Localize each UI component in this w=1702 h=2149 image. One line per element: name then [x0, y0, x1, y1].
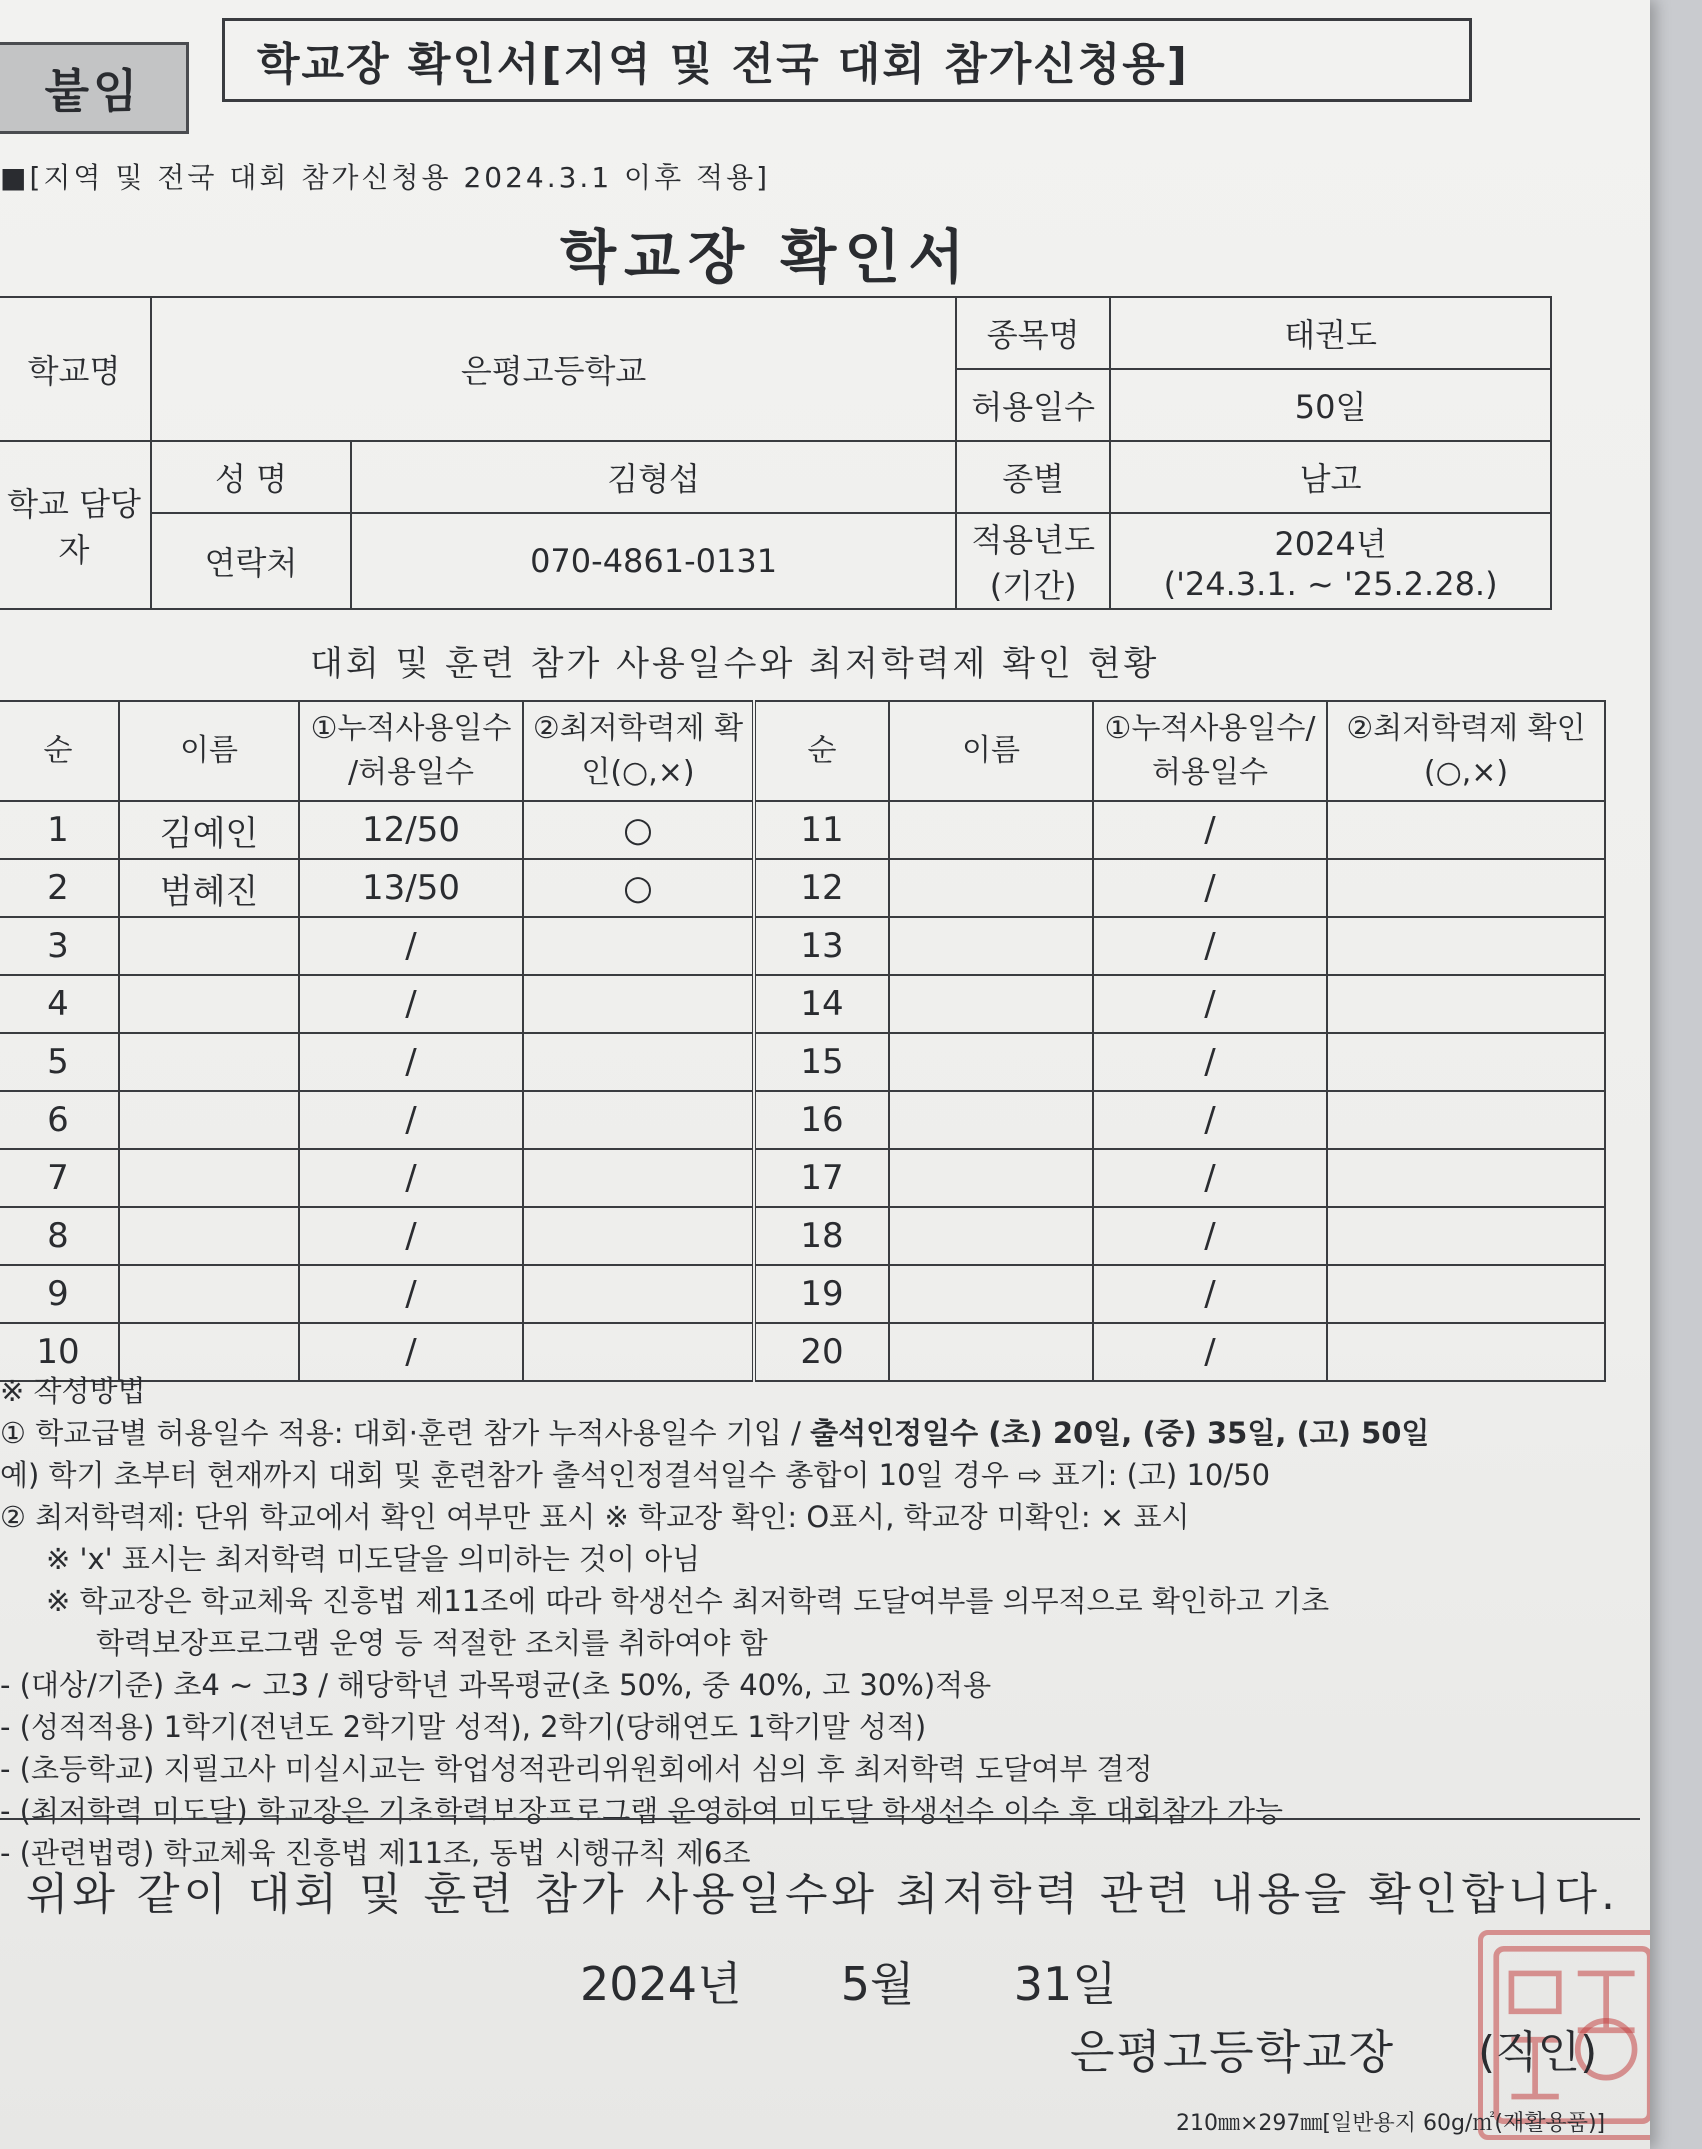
row-name-right — [889, 1033, 1093, 1091]
manager-name-label: 성 명 — [151, 441, 351, 513]
row-no-right: 19 — [754, 1265, 889, 1323]
date-day: 31일 — [1013, 1957, 1117, 2011]
row-days-left: / — [299, 1149, 523, 1207]
attendance-days-note: 출석인정일수 (초) 20일, (중) 35일, (고) 50일 — [810, 1416, 1430, 1450]
row-name-left — [119, 975, 299, 1033]
table-row — [0, 1091, 1605, 1149]
row-check-left — [523, 1265, 754, 1323]
row-no-right: 14 — [754, 975, 889, 1033]
row-days-left: / — [299, 1265, 523, 1323]
table-row — [0, 1033, 1605, 1091]
row-days-right: / — [1093, 917, 1327, 975]
note-line-9: - (초등학교) 지필고사 미실시교는 학업성적관리위원회에서 심의 후 최저학력 도달여부 결정 — [0, 1752, 1153, 1786]
row-no-right: 17 — [754, 1149, 889, 1207]
status-table — [0, 700, 1606, 1382]
col-days-right: ①누적사용일수/ 허용일수 — [1093, 701, 1327, 801]
contact-value: 070-4861-0131 — [351, 513, 956, 609]
allowed-days-label: 허용일수 — [956, 369, 1110, 441]
note-line-4: ※ 'x' 표시는 최저학력 미도달을 의미하는 것이 아님 — [46, 1542, 701, 1576]
row-no-left: 8 — [0, 1207, 119, 1265]
row-days-left: / — [299, 1033, 523, 1091]
row-no-right: 13 — [754, 917, 889, 975]
row-no-left: 3 — [0, 917, 119, 975]
row-name-right — [889, 1265, 1093, 1323]
row-name-right — [889, 859, 1093, 917]
row-name-left — [119, 1091, 299, 1149]
document-title: 학교장 확인서 — [560, 223, 973, 291]
note-line-6: 학력보장프로그램 운영 등 적절한 조치를 취하여야 함 — [96, 1626, 768, 1660]
row-days-right: / — [1093, 1149, 1327, 1207]
row-days-right: / — [1093, 801, 1327, 859]
row-days-right: / — [1093, 1323, 1327, 1381]
row-no-left: 6 — [0, 1091, 119, 1149]
principal-title: 은평고등학교장 — [1070, 2025, 1396, 2079]
instructions — [0, 1370, 1640, 1874]
sport-value: 태권도 — [1110, 297, 1551, 369]
row-days-right: / — [1093, 1091, 1327, 1149]
row-days-left: / — [299, 1323, 523, 1381]
table-row — [0, 1207, 1605, 1265]
manager-name-value: 김형섭 — [351, 441, 956, 513]
row-name-left — [119, 1207, 299, 1265]
row-no-right: 16 — [754, 1091, 889, 1149]
seal-note: (직인) — [1478, 2027, 1598, 2078]
row-check-left — [523, 975, 754, 1033]
table-row — [0, 801, 1605, 859]
row-check-left: ○ — [523, 859, 754, 917]
contact-label: 연락처 — [151, 513, 351, 609]
row-name-left — [119, 917, 299, 975]
row-name-right — [889, 1207, 1093, 1265]
row-no-left: 10 — [0, 1323, 119, 1381]
note-line-8: - (성적적용) 1학기(전년도 2학기말 성적), 2학기(당해연도 1학기말 성적) — [0, 1710, 927, 1744]
row-days-left: / — [299, 975, 523, 1033]
row-check-left — [523, 1207, 754, 1265]
row-name-right — [889, 801, 1093, 859]
row-days-right: / — [1093, 859, 1327, 917]
sport-label: 종목명 — [956, 297, 1110, 369]
row-days-left: / — [299, 917, 523, 975]
row-name-right — [889, 975, 1093, 1033]
note-line-10: - (최저학력 미도달) 학교장은 기초학력보장프로그램 운영하여 미도달 학생선수 이수 후 대회참가 가능 — [0, 1794, 1284, 1828]
row-check-right — [1327, 801, 1605, 859]
row-check-left — [523, 1149, 754, 1207]
col-days-left: ①누적사용일수 /허용일수 — [299, 701, 523, 801]
note-line-5: ※ 학교장은 학교체육 진흥법 제11조에 따라 학생선수 최저학력 도달여부를 의무적으로 확인하고 기초 — [46, 1584, 1330, 1618]
note-line-11: - (관련법령) 학교체육 진흥법 제11조, 동법 시행규칙 제6조 — [0, 1836, 751, 1870]
col-no-left: 순 — [0, 701, 119, 801]
row-no-left: 9 — [0, 1265, 119, 1323]
manager-label: 학교 담당자 — [0, 441, 151, 609]
form-subtitle: ■[지역 및 전국 대회 참가신청용 2024.3.1 이후 적용] — [0, 161, 771, 194]
school-info-table — [0, 296, 1552, 610]
row-no-right: 18 — [754, 1207, 889, 1265]
table-row — [0, 1149, 1605, 1207]
row-days-left: 12/50 — [299, 801, 523, 859]
row-check-left — [523, 917, 754, 975]
row-check-right — [1327, 1091, 1605, 1149]
row-days-right: / — [1093, 1207, 1327, 1265]
period-text: ('24.3.1. ~ '25.2.28.) — [1163, 565, 1498, 603]
table-row — [0, 859, 1605, 917]
row-name-right — [889, 917, 1093, 975]
row-days-left: 13/50 — [299, 859, 523, 917]
category-label: 종별 — [956, 441, 1110, 513]
row-name-left — [119, 1265, 299, 1323]
row-check-right — [1327, 1207, 1605, 1265]
row-name-left — [119, 1033, 299, 1091]
row-name-left: 김예인 — [119, 801, 299, 859]
row-check-right — [1327, 1033, 1605, 1091]
paper-spec-footer: 210㎜×297㎜[일반용지 60g/㎡(재활용품)] — [1176, 2111, 1606, 2136]
year-label: 적용년도 (기간) — [956, 513, 1110, 609]
row-check-left — [523, 1033, 754, 1091]
date-month: 5월 — [840, 1957, 915, 2011]
col-name-left: 이름 — [119, 701, 299, 801]
row-no-right: 11 — [754, 801, 889, 859]
row-name-right — [889, 1149, 1093, 1207]
row-no-left: 1 — [0, 801, 119, 859]
row-check-left — [523, 1091, 754, 1149]
date-year: 2024년 — [580, 1957, 742, 2011]
row-days-left: / — [299, 1207, 523, 1265]
col-name-right: 이름 — [889, 701, 1093, 801]
note-line-7: - (대상/기준) 초4 ~ 고3 / 해당학년 과목평균(초 50%, 중 40%, 고 30%)적용 — [0, 1668, 992, 1702]
row-days-right: / — [1093, 975, 1327, 1033]
notes-heading: ※ 작성방법 — [0, 1374, 146, 1408]
note-line-1: ① 학교급별 허용일수 적용: 대회·훈련 참가 누적사용일수 기입 / 출석인정일수 (초) 20일, (중) 35일, (고) 50일 — [0, 1416, 1430, 1450]
col-check-left: ②최저학력제 확인(○,×) — [523, 701, 754, 801]
school-name-value: 은평고등학교 — [151, 297, 956, 441]
row-check-left: ○ — [523, 801, 754, 859]
confirmation-statement: 위와 같이 대회 및 훈련 참가 사용일수와 최저학력 관련 내용을 확인합니다. — [26, 1869, 1619, 1920]
row-check-right — [1327, 1149, 1605, 1207]
school-name-label: 학교명 — [0, 297, 151, 441]
row-no-right: 12 — [754, 859, 889, 917]
row-name-right — [889, 1091, 1093, 1149]
col-check-right: ②최저학력제 확인(○,×) — [1327, 701, 1605, 801]
note-line-2: 예) 학기 초부터 현재까지 대회 및 훈련참가 출석인정결석일수 총합이 10일 경우 ⇨ 표기: (고) 10/50 — [0, 1458, 1271, 1492]
table-row — [0, 975, 1605, 1033]
header-title-box: 학교장 확인서[지역 및 전국 대회 참가신청용] — [222, 18, 1472, 102]
row-no-right: 20 — [754, 1323, 889, 1381]
row-no-right: 15 — [754, 1033, 889, 1091]
table-row — [0, 1265, 1605, 1323]
row-no-left: 2 — [0, 859, 119, 917]
row-check-right — [1327, 859, 1605, 917]
row-days-left: / — [299, 1091, 523, 1149]
row-days-right: / — [1093, 1033, 1327, 1091]
col-no-right: 순 — [754, 701, 889, 801]
row-no-left: 4 — [0, 975, 119, 1033]
status-section-title: 대회 및 훈련 참가 사용일수와 최저학력제 확인 현황 — [310, 644, 1160, 684]
row-name-left — [119, 1149, 299, 1207]
table-row — [0, 917, 1605, 975]
row-no-left: 7 — [0, 1149, 119, 1207]
allowed-days-value: 50일 — [1110, 369, 1551, 441]
row-check-right — [1327, 917, 1605, 975]
row-no-left: 5 — [0, 1033, 119, 1091]
year-text: 2024년 — [1274, 525, 1387, 563]
attachment-label: 붙임 — [0, 42, 189, 134]
row-days-right: / — [1093, 1265, 1327, 1323]
row-name-left: 범혜진 — [119, 859, 299, 917]
signature-date — [580, 1948, 1117, 2014]
note-line-3: ② 최저학력제: 단위 학교에서 확인 여부만 표시 ※ 학교장 확인: O표시, 학교장 미확인: × 표시 — [0, 1500, 1190, 1534]
category-value: 남고 — [1110, 441, 1551, 513]
year-value — [1110, 513, 1551, 609]
divider — [0, 1818, 1640, 1820]
row-check-right — [1327, 1265, 1605, 1323]
row-check-right — [1327, 975, 1605, 1033]
